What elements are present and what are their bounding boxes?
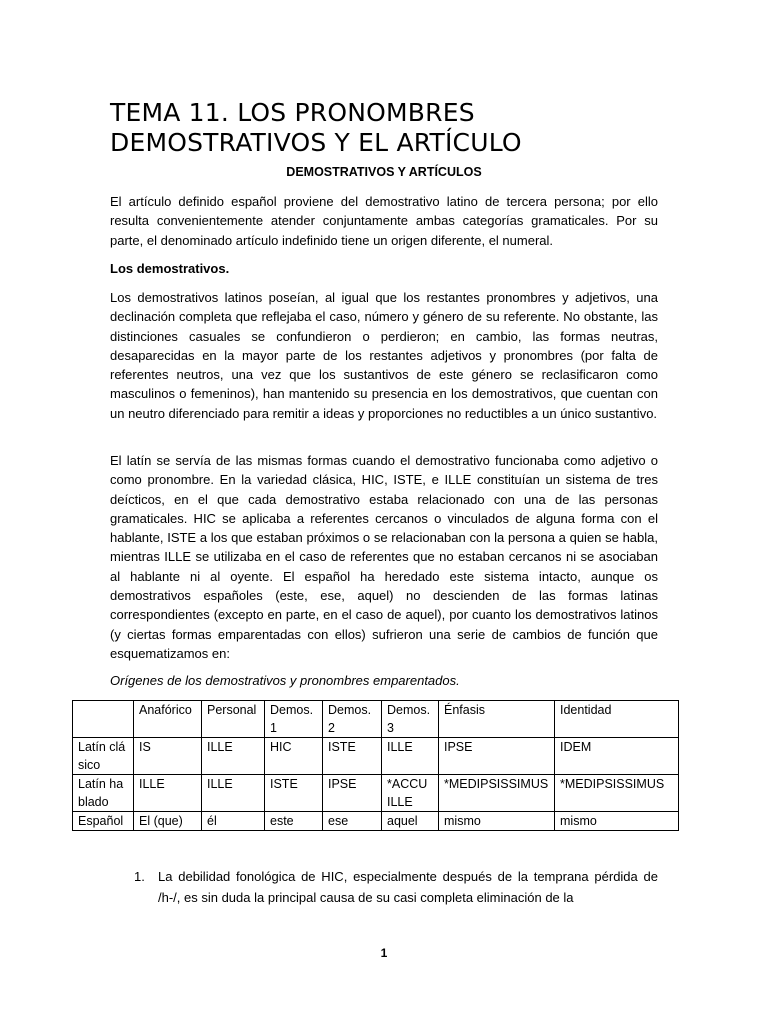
header-cell: Demos. 3 <box>382 701 439 738</box>
paragraph-demonstratives-1: Los demostrativos latinos poseían, al igual que los restantes pronombres y adjetivos, una declinación completa que reflejaba el caso, número y género de su referente. No obstante, las distinciones casuales se confundieron o perdieron; en cambio, las formas neutras, desaparecidas en la mayor parte de los restantes adjetivos y pronombres (por falta de referentes neutros, una vez que los sustantivos de este género se reclasificaron como masculinos o femeninos), han mantenido su presencia en los demostrativos, que cuentan con un neutro diferenciado para remitir a ideas y proporciones no reductibles a un único sustantivo. <box>110 290 658 421</box>
table-cell: mismo <box>439 812 555 831</box>
list-item-text: La debilidad fonológica de HIC, especialmente después de la temprana pérdida de /h-/, es sin duda la principal causa de su casi completa eliminación de la <box>158 869 658 905</box>
header-cell: Identidad <box>555 701 679 738</box>
header-cell: Anafórico <box>134 701 202 738</box>
table-cell: IS <box>134 738 202 775</box>
table-cell: *MEDIPSISSIMUS <box>439 775 555 812</box>
page-title: TEMA 11. LOS PRONOMBRES DEMOSTRATIVOS Y EL ARTÍCULO <box>110 98 522 157</box>
header-cell: Demos. 1 <box>265 701 323 738</box>
table-cell: IPSE <box>323 775 382 812</box>
table-cell: este <box>265 812 323 831</box>
page-number: 1 <box>380 946 388 960</box>
row-label-cell: Latín hablado <box>73 775 134 812</box>
row-label-cell: Latín clásico <box>73 738 134 775</box>
table-cell: ISTE <box>323 738 382 775</box>
table-cell: IDEM <box>555 738 679 775</box>
list-item <box>110 866 658 908</box>
intro-paragraph: El artículo definido español proviene del demostrativo latino de tercera persona; por ello resulta convenientemente atender conjuntamente ambas categorías gramaticales. Por su parte, el denominado artículo indefinido tiene un origen diferente, el numeral. <box>110 194 658 248</box>
list-item-number: 1. <box>134 869 145 884</box>
header-cell: Demos. 2 <box>323 701 382 738</box>
header-cell <box>73 701 134 738</box>
table-row <box>73 738 679 775</box>
table-cell: ILLE <box>202 738 265 775</box>
numbered-list <box>110 866 658 908</box>
header-cell: Énfasis <box>439 701 555 738</box>
section-heading: Los demostrativos. <box>110 261 230 276</box>
table-cell: ILLE <box>202 775 265 812</box>
table-cell: ese <box>323 812 382 831</box>
row-label-cell: Español <box>73 812 134 831</box>
origins-table <box>72 700 679 831</box>
section-subtitle: DEMOSTRATIVOS Y ARTÍCULOS <box>286 165 482 179</box>
paragraph-demonstratives-2: El latín se servía de las mismas formas cuando el demostrativo funcionaba como adjetivo o como pronombre. En la variedad clásica, HIC, ISTE, e ILLE constituían un sistema de tres deícticos, en el que cada demostrativo estaba relacionado con una de las personas gramaticales. HIC se aplicaba a referentes cercanos o vinculados de alguna forma con el hablante, ISTE a los que estaban próximos o se relacionaban con la persona a quien se habla, mientras ILLE se utilizaba en el caso de referentes que no estaban cercanos ni se asociaban al hablante ni al oyente. El español ha heredado este sistema intacto, aunque os demostrativos españoles (este, ese, aquel) no descienden de las formas latinas correspondientes (excepto en parte, en el caso de aquel), por cuanto los demostrativos latinos (y ciertas formas emparentadas con ellos) sufrieron una serie de cambios de función que esquematizamos en: <box>110 453 658 661</box>
table-row <box>73 775 679 812</box>
table-cell: El (que) <box>134 812 202 831</box>
table-cell: *ACCU ILLE <box>382 775 439 812</box>
table-cell: ISTE <box>265 775 323 812</box>
table-cell: *MEDIPSISSIMUS <box>555 775 679 812</box>
table-caption: Orígenes de los demostrativos y pronombres emparentados. <box>110 673 460 688</box>
table-row <box>73 812 679 831</box>
header-cell: Personal <box>202 701 265 738</box>
table-cell: HIC <box>265 738 323 775</box>
table-cell: IPSE <box>439 738 555 775</box>
table-cell: mismo <box>555 812 679 831</box>
table-cell: él <box>202 812 265 831</box>
table-header-row <box>73 701 679 738</box>
table-cell: aquel <box>382 812 439 831</box>
table-cell: ILLE <box>134 775 202 812</box>
table-cell: ILLE <box>382 738 439 775</box>
